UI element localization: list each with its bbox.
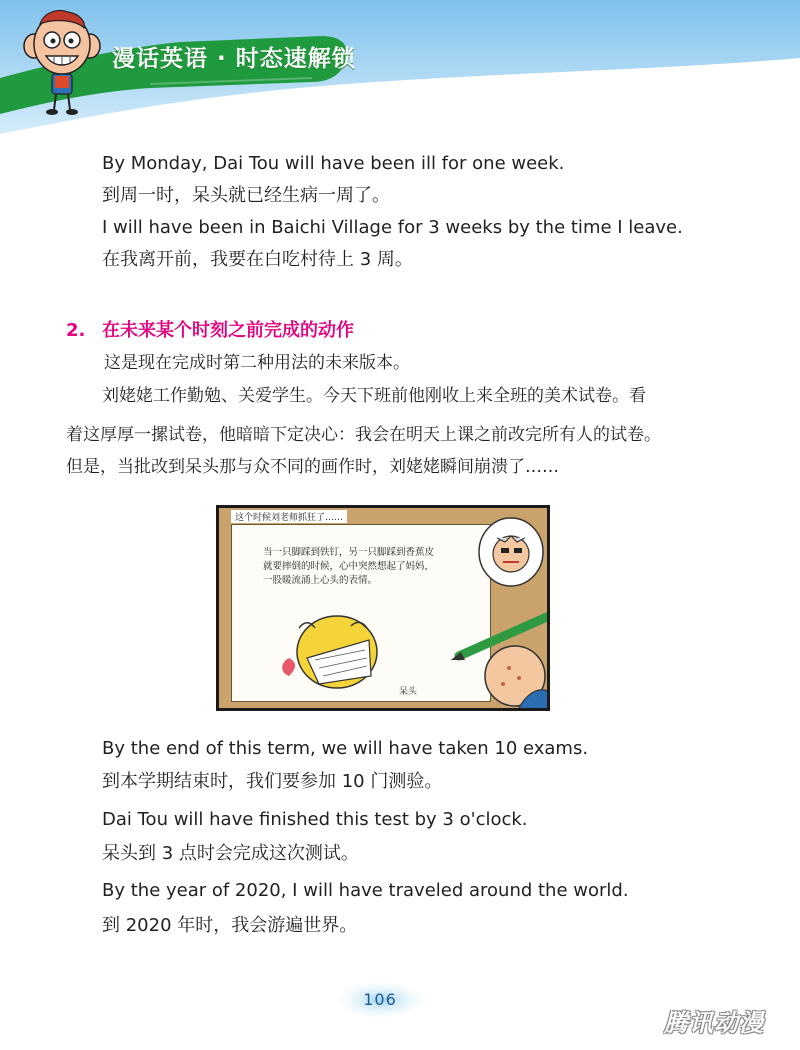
paragraph-line-1: 刘姥姥工作勤勉、关爱学生。今天下班前他刚收上来全班的美术试卷。看 — [102, 386, 646, 406]
example-english-5: By the year of 2020, I will have traveled around the world. — [102, 880, 629, 901]
comic-caption: 这个时候刘老师抓狂了…… — [231, 510, 347, 523]
comic-text: 当一只脚踩到铁钉，另一只脚踩到香蕉皮就要摔倒的时候，心中突然想起了妈妈，一股暖流涌上心头的表情。 — [263, 547, 435, 586]
example-english-1: By Monday, Dai Tou will have been ill for one week. — [102, 153, 565, 174]
page-number: 106 — [363, 990, 397, 1009]
paragraph-line-2: 着这厚厚一摞试卷，他暗暗下定决心：我会在明天上课之前改完所有人的试卷。 — [66, 425, 661, 445]
comic-illustration — [216, 505, 550, 711]
comic-drawing-icon — [219, 508, 550, 711]
comic-signature: 呆头 — [399, 687, 418, 697]
example-chinese-4: 呆头到 3 点时会完成这次测试。 — [102, 843, 359, 864]
example-chinese-3: 到本学期结束时，我们要参加 10 门测验。 — [102, 771, 443, 792]
example-chinese-5: 到 2020 年时，我会游遍世界。 — [102, 915, 358, 936]
header-title: 漫话英语 · 时态速解锁 — [112, 46, 356, 72]
example-chinese-2: 在我离开前，我要在白吃村待上 3 周。 — [102, 249, 413, 270]
watermark-logo: 腾讯动漫 — [664, 1009, 764, 1037]
intro-text: 这是现在完成时第二种用法的未来版本。 — [104, 353, 410, 373]
example-english-3: By the end of this term, we will have taken 10 exams. — [102, 738, 589, 759]
example-chinese-1: 到周一时，呆头就已经生病一周了。 — [102, 185, 390, 206]
mascot-character-icon — [22, 6, 102, 116]
paragraph-line-3: 但是，当批改到呆头那与众不同的画作时，刘姥姥瞬间崩溃了…… — [66, 457, 559, 477]
section-title: 在未来某个时刻之前完成的动作 — [102, 320, 354, 341]
section-heading — [66, 316, 354, 342]
section-number: 2. — [66, 320, 86, 341]
example-english-4: Dai Tou will have finished this test by 3 o'clock. — [102, 809, 528, 830]
example-english-2: I will have been in Baichi Village for 3 weeks by the time I leave. — [102, 217, 683, 238]
